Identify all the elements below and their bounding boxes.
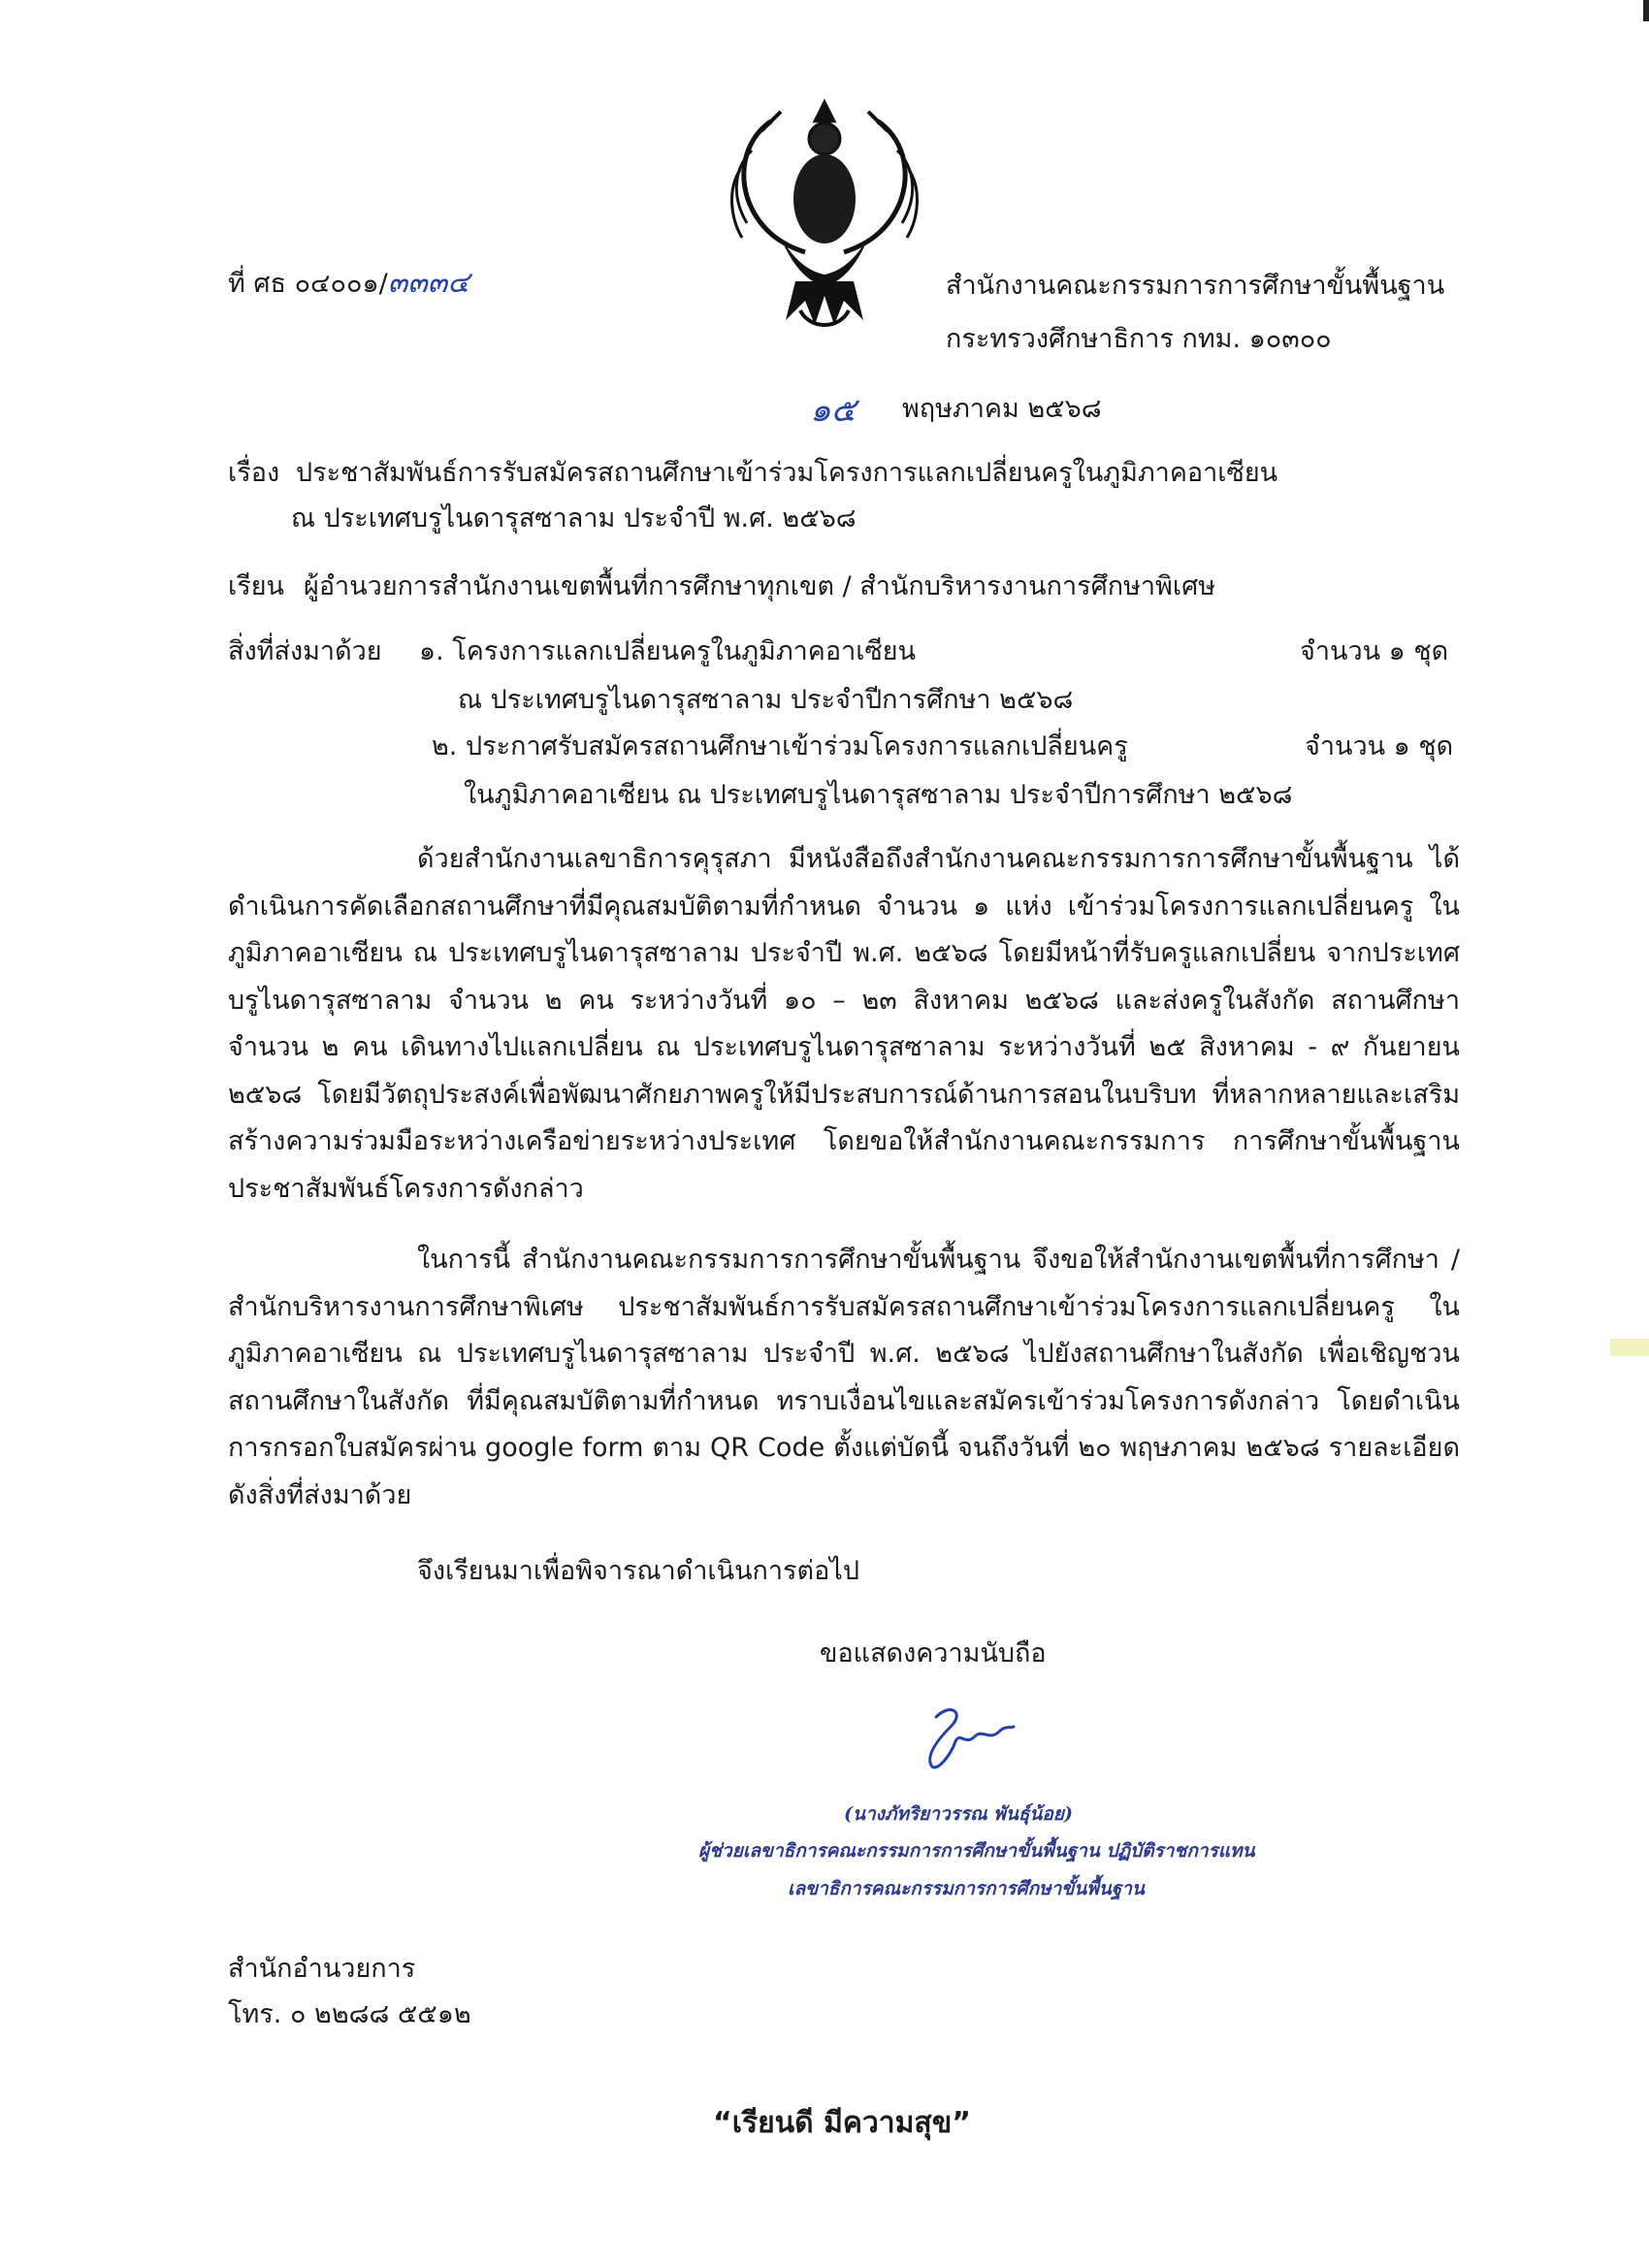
recipient-label: เรียน xyxy=(228,571,285,601)
enclosure-item-2-quantity: จำนวน ๑ ชุด xyxy=(1305,731,1454,761)
garuda-emblem-icon xyxy=(713,92,936,335)
enclosure-item-2-line-1: ๒. ประกาศรับสมัครสถานศึกษาเข้าร่วมโครงการแลกเปลี่ยนครู xyxy=(432,731,1128,761)
recipient-text: ผู้อำนวยการสำนักงานเขตพื้นที่การศึกษาทุกเขต / สำนักบริหารงานการศึกษาพิเศษ xyxy=(304,571,1216,601)
enclosure-item-1-quantity: จำนวน ๑ ชุด xyxy=(1300,636,1449,666)
footer-office: สำนักอำนวยการ xyxy=(228,1954,416,1984)
date-day-handwritten: ๑๕ xyxy=(810,391,857,430)
subject-line-2: ณ ประเทศบรูไนดารุสซาลาม ประจำปี พ.ศ. ๒๕๖๘ xyxy=(291,503,857,534)
footer-slogan: “เรียนดี มีความสุข” xyxy=(713,2106,971,2140)
reference-number xyxy=(228,264,469,304)
signatory-position-1: ผู้ช่วยเลขาธิการคณะกรรมการการศึกษาขั้นพื้นฐาน ปฏิบัติราชการแทน xyxy=(698,1840,1255,1862)
body-paragraph-2 xyxy=(228,1237,1460,1519)
date-month-year: พฤษภาคม ๒๕๖๘ xyxy=(902,394,1102,424)
closing-sentence: จึงเรียนมาเพื่อพิจารณาดำเนินการต่อไป xyxy=(417,1556,860,1586)
signatory-position-2: เลขาธิการคณะกรรมการการศึกษาขั้นพื้นฐาน xyxy=(788,1878,1145,1899)
issuing-office-address: กระทรวงศึกษาธิการ กทม. ๑๐๓๐๐ xyxy=(946,324,1332,354)
handwritten-signature-icon xyxy=(907,1698,1023,1775)
enclosures-label: สิ่งที่ส่งมาด้วย xyxy=(228,636,382,666)
reference-prefix: ที่ ศธ ๐๔๐๐๑/ xyxy=(228,269,388,299)
enclosure-item-1-line-1: ๑. โครงการแลกเปลี่ยนครูในภูมิภาคอาเซียน xyxy=(419,636,917,666)
scan-edge-mark xyxy=(1643,0,1649,21)
body-paragraph-1 xyxy=(228,836,1460,1213)
salutation: ขอแสดงความนับถือ xyxy=(820,1638,1047,1669)
signatory-name: (นางภัทริยาวรรณ พันธุ์น้อย) xyxy=(844,1803,1073,1825)
body-paragraph-2-text: ในการนี้ สำนักงานคณะกรรมการการศึกษาขั้นพื้นฐาน จึงขอให้สำนักงานเขตพื้นที่การศึกษา / สำนักบริหารงานการศึกษาพิเศษ ประชาสัมพันธ์การรับสมัครสถานศึกษาเข้าร่วมโครงการแลกเปลี่ยนครู ในภูมิภาคอาเซียน ณ ประเทศบรูไนดารุสซาลาม ประจำปี พ.ศ. ๒๕๖๘ ไปยังสถานศึกษาในสังกัด เพื่อเชิญชวน สถานศึกษาในสังกัด ที่มีคุณสมบัติตามที่กำหนด ทราบเงื่อนไขและสมัครเข้าร่วมโครงการดังกล่าว โดยดำเนินการกรอกใบสมัครผ่าน google form ตาม QR Code ตั้งแต่บัดนี้ จนถึงวันที่ ๒๐ พฤษภาคม ๒๕๖๘ รายละเอียดดังสิ่งที่ส่งมาด้วย xyxy=(228,1245,1460,1510)
enclosure-item-2-line-2: ในภูมิภาคอาเซียน ณ ประเทศบรูไนดารุสซาลาม ประจำปีการศึกษา ๒๕๖๘ xyxy=(464,780,1293,810)
scan-edge-tab xyxy=(1610,1339,1649,1356)
reference-handwritten-number: ๓๓๓๔ xyxy=(387,266,469,300)
issuing-office-name: สำนักงานคณะกรรมการการศึกษาขั้นพื้นฐาน xyxy=(946,271,1445,301)
body-paragraph-1-text: ด้วยสำนักงานเลขาธิการคุรุสภา มีหนังสือถึงสำนักงานคณะกรรมการการศึกษาขั้นพื้นฐาน ได้ดำเนินการคัดเลือกสถานศึกษาที่มีคุณสมบัติตามที่กำหนด จำนวน ๑ แห่ง เข้าร่วมโครงการแลกเปลี่ยนครู ในภูมิภาคอาเซียน ณ ประเทศบรูไนดารุสซาลาม ประจำปี พ.ศ. ๒๕๖๘ โดยมีหน้าที่รับครูแลกเปลี่ยน จากประเทศบรูไนดารุสซาลาม จำนวน ๒ คน ระหว่างวันที่ ๑๐ – ๒๓ สิงหาคม ๒๕๖๘ และส่งครูในสังกัด สถานศึกษา จำนวน ๒ คน เดินทางไปแลกเปลี่ยน ณ ประเทศบรูไนดารุสซาลาม ระหว่างวันที่ ๒๕ สิงหาคม - ๙ กันยายน ๒๕๖๘ โดยมีวัตถุประสงค์เพื่อพัฒนาศักยภาพครูให้มีประสบการณ์ด้านการสอนในบริบท ที่หลากหลายและเสริมสร้างความร่วมมือระหว่างเครือข่ายระหว่างประเทศ โดยขอให้สำนักงานคณะกรรมการ การศึกษาขั้นพื้นฐาน ประชาสัมพันธ์โครงการดังกล่าว xyxy=(228,844,1460,1204)
enclosure-item-1-line-2: ณ ประเทศบรูไนดารุสซาลาม ประจำปีการศึกษา ๒๕๖๘ xyxy=(458,685,1074,715)
footer-phone: โทร. ๐ ๒๒๘๘ ๕๕๑๒ xyxy=(228,1999,471,2029)
subject-line-1: ประชาสัมพันธ์การรับสมัครสถานศึกษาเข้าร่วมโครงการแลกเปลี่ยนครูในภูมิภาคอาเซียน xyxy=(296,458,1278,488)
subject-label: เรื่อง xyxy=(228,458,280,488)
